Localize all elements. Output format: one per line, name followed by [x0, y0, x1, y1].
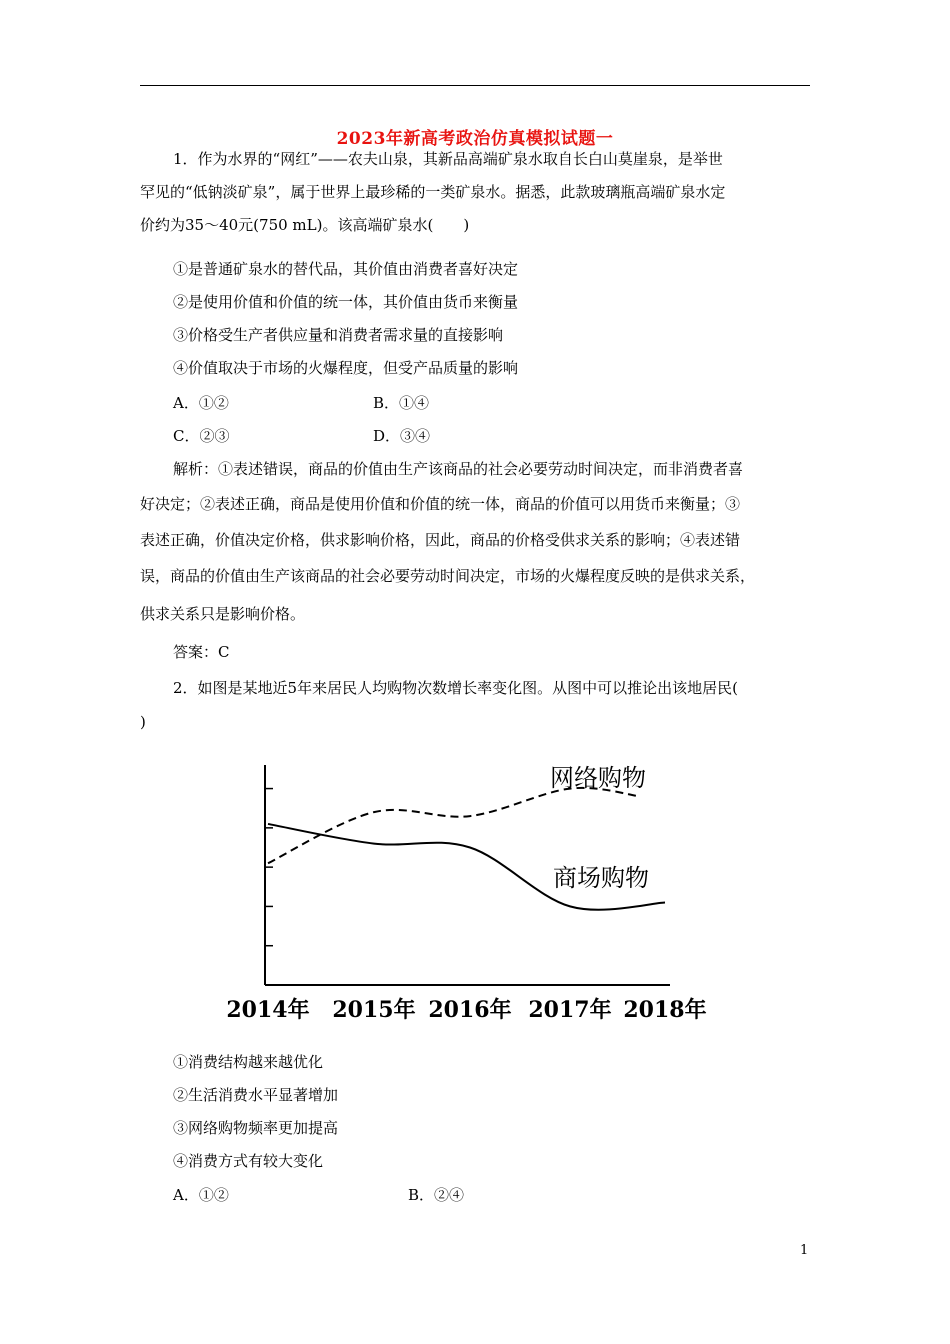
q1-analysis-line-1: 解析：①表述错误，商品的价值由生产该商品的社会必要劳动时间决定，而非消费者喜 — [173, 460, 744, 478]
q2-stem-line-1: 2．如图是某地近5年来居民人均购物次数增长率变化图。从图中可以推论出该地居民( — [173, 679, 738, 697]
series-label-online: 网络购物 — [550, 764, 646, 792]
x-tick-label: 2018年 — [623, 997, 707, 1023]
q1-item-2: ②是使用价值和价值的统一体，其价值由货币来衡量 — [173, 293, 519, 311]
x-tick-label: 2014年 — [226, 997, 310, 1023]
q1-option-a: A．①② — [173, 394, 229, 412]
q1-option-c: C．②③ — [173, 427, 230, 445]
series-label-mall: 商场购物 — [553, 864, 649, 892]
q1-item-4: ④价值取决于市场的火爆程度，但受产品质量的影响 — [173, 359, 519, 377]
series-line-mall — [268, 824, 665, 910]
q1-option-d: D．③④ — [373, 427, 431, 445]
q2-item-4: ④消费方式有较大变化 — [173, 1152, 324, 1170]
x-tick-label: 2016年 — [428, 997, 512, 1023]
series-line-online — [268, 788, 640, 863]
q2-item-2: ②生活消费水平显著增加 — [173, 1086, 339, 1104]
q1-analysis-line-2: 好决定；②表述正确，商品是使用价值和价值的统一体，商品的价值可以用货币来衡量；③ — [140, 495, 741, 513]
page-number: 1 — [800, 1243, 809, 1258]
header-rule — [140, 85, 810, 86]
q2-stem-line-2: ) — [140, 713, 146, 731]
q1-item-1: ①是普通矿泉水的替代品，其价值由消费者喜好决定 — [173, 260, 519, 278]
q1-stem-line-1: 1．作为水界的“网红”——农夫山泉，其新品高端矿泉水取自长白山莫崖泉，是举世 — [173, 150, 723, 168]
q1-stem-line-2: 罕见的“低钠淡矿泉”，属于世界上最珍稀的一类矿泉水。据悉，此款玻璃瓶高端矿泉水定 — [140, 183, 726, 201]
x-tick-label: 2015年 — [332, 997, 416, 1023]
x-tick-label: 2017年 — [528, 997, 612, 1023]
q2-option-b: B．②④ — [408, 1186, 465, 1204]
q1-analysis-line-4: 误，商品的价值由生产该商品的社会必要劳动时间决定，市场的火爆程度反映的是供求关系， — [140, 567, 756, 585]
q1-item-3: ③价格受生产者供应量和消费者需求量的直接影响 — [173, 326, 504, 344]
q2-item-1: ①消费结构越来越优化 — [173, 1053, 324, 1071]
q2-item-3: ③网络购物频率更加提高 — [173, 1119, 339, 1137]
q1-stem-line-3: 价约为35～40元(750 mL)。该高端矿泉水( ) — [140, 216, 470, 234]
q1-analysis-line-5: 供求关系只是影响价格。 — [140, 605, 306, 623]
q1-analysis-line-3: 表述正确，价值决定价格，供求影响价格，因此，商品的价格受供求关系的影响；④表述错 — [140, 531, 741, 549]
q1-option-b: B．①④ — [373, 394, 430, 412]
q2-option-a: A．①② — [173, 1186, 229, 1204]
q1-answer: 答案：C — [173, 643, 230, 661]
page-title: 2023年新高考政治仿真模拟试题一 — [336, 129, 614, 149]
